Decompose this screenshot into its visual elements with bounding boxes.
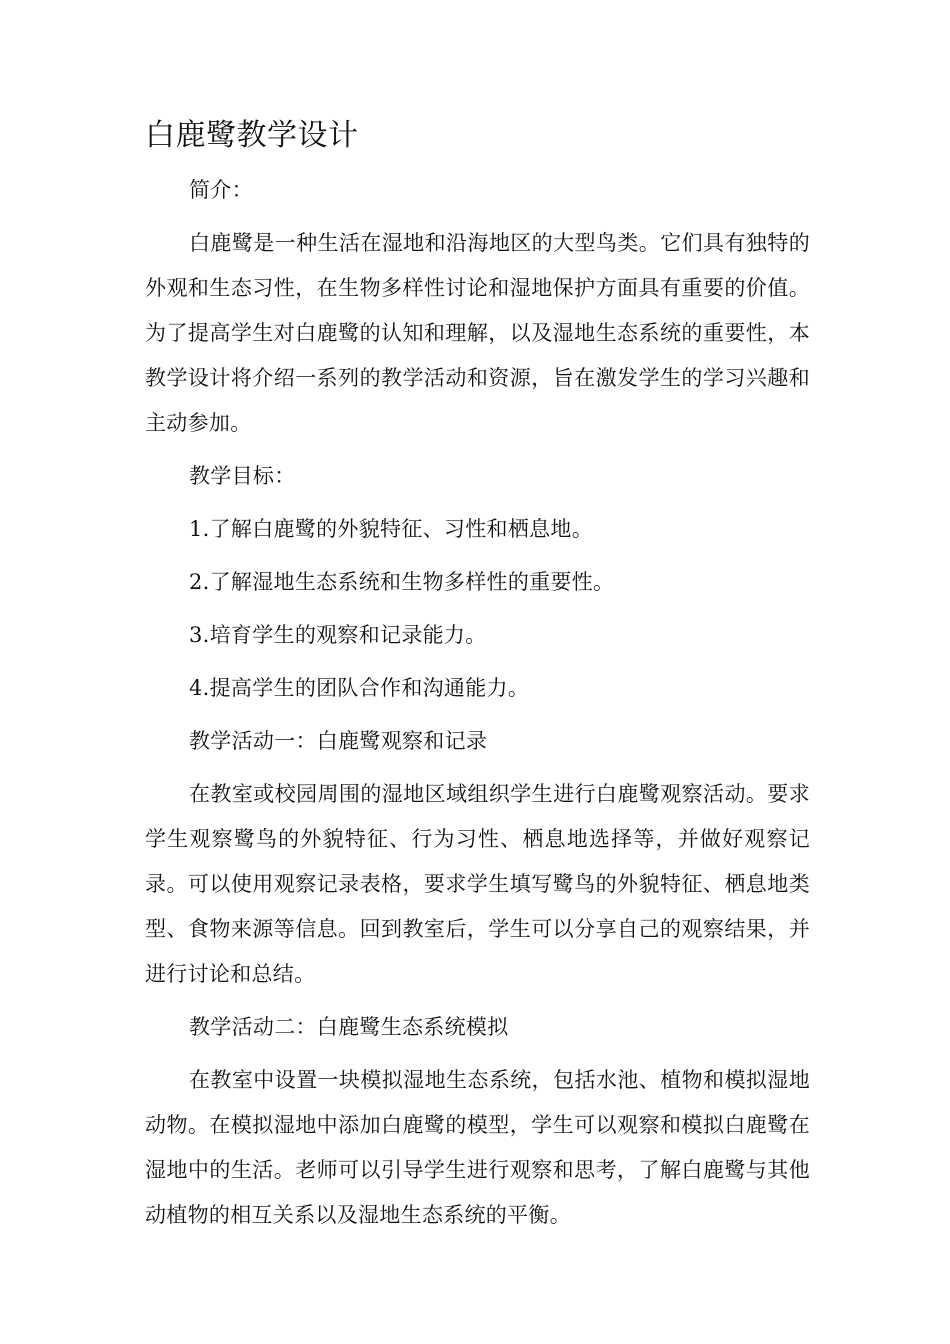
- activity1-paragraph: 在教室或校园周围的湿地区域组织学生进行白鹿鹭观察活动。要求学生观察鹭鸟的外貌特征、行为习性、栖息地选择等，并做好观察记录。可以使用观察记录表格，要求学生填写鹭鸟的外貌特征、栖息地类型、食物来源等信息。回到教室后，学生可以分享自己的观察结果，并进行讨论和总结。: [145, 782, 810, 986]
- activity1-heading: 教学活动一：白鹿鹭观察和记录: [189, 729, 488, 753]
- goals-heading: 教学目标：: [189, 464, 296, 488]
- goal-item-4: 4.提高学生的团队合作和沟通能力。: [189, 676, 530, 700]
- intro-heading: 简介：: [189, 178, 253, 202]
- document-title: 白鹿鹭教学设计: [145, 118, 359, 153]
- intro-paragraph: 白鹿鹭是一种生活在湿地和沿海地区的大型鸟类。它们具有独特的外观和生态习性，在生物多样性讨论和湿地保护方面具有重要的价值。为了提高学生对白鹿鹭的认知和理解，以及湿地生态系统的重要性，本教学设计将介绍一系列的教学活动和资源，旨在激发学生的学习兴趣和主动参加。: [145, 231, 810, 435]
- activity2-paragraph: 在教室中设置一块模拟湿地生态系统，包括水池、植物和模拟湿地动物。在模拟湿地中添加白鹿鹭的模型，学生可以观察和模拟白鹿鹭在湿地中的生活。老师可以引导学生进行观察和思考，了解白鹿鹭与其他动植物的相互关系以及湿地生态系统的平衡。: [145, 1068, 810, 1227]
- activity2-heading: 教学活动二：白鹿鹭生态系统模拟: [189, 1015, 509, 1039]
- goal-item-3: 3.培育学生的观察和记录能力。: [189, 623, 487, 647]
- document-body: [145, 112, 810, 1246]
- goal-item-2: 2.了解湿地生态系统和生物多样性的重要性。: [189, 570, 615, 594]
- goal-item-1: 1.了解白鹿鹭的外貌特征、习性和栖息地。: [189, 517, 594, 541]
